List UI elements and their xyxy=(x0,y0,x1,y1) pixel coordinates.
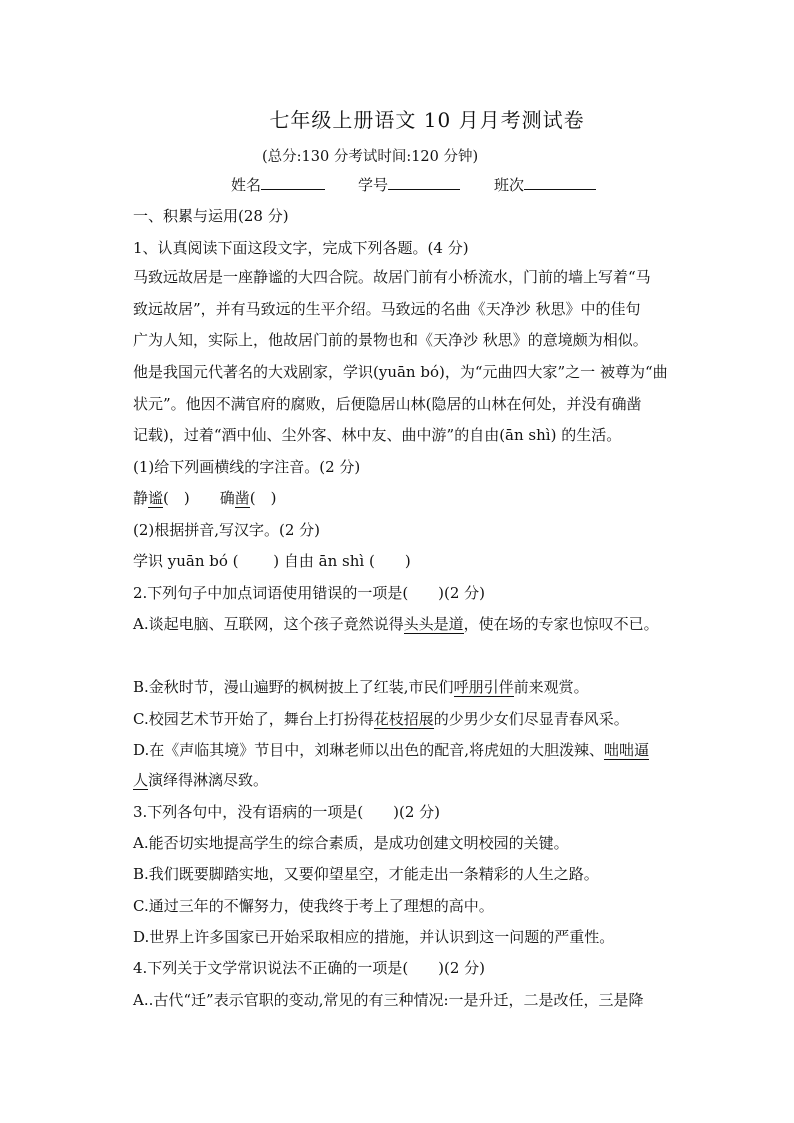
q3-option-b: B.我们既要脚踏实地，又要仰望星空，才能走出一条精彩的人生之路。 xyxy=(133,865,599,883)
option-text: ，使在场的专家也惊叹不已。 xyxy=(463,615,659,633)
q3-stem: 3.下列各句中，没有语病的一项是( )(2 分) xyxy=(133,803,441,821)
passage-line: 马致远故居是一座静谧的大四合院。故居门前有小桥流水，门前的墙上写着“马 xyxy=(133,268,651,286)
q1-sub2-items: 学识 yuān bó ( ) 自由 ān shì ( ) xyxy=(133,552,411,570)
underlined-phrase: 花枝招展 xyxy=(373,710,434,728)
q2-option-a xyxy=(133,614,693,634)
option-text: 前来观赏。 xyxy=(513,678,589,696)
option-text: C.校园艺术节开始了，舞台上打扮得 xyxy=(133,710,374,728)
q3-option-a: A.能否切实地提高学生的综合素质，是成功创建文明校园的关键。 xyxy=(133,834,569,852)
q2-option-b xyxy=(133,677,693,697)
class-blank xyxy=(524,174,596,190)
id-field xyxy=(358,174,460,195)
q2-option-d xyxy=(133,740,693,760)
q2-option-d-cont xyxy=(133,770,693,790)
passage-line: 记载)，过着“酒中仙、尘外客、林中友、曲中游”的自由(ān shì) 的生活。 xyxy=(133,426,622,444)
q1-sub1-items xyxy=(133,488,693,508)
passage-line: 致远故居”，并有马致远的生平介绍。马致远的名曲《天净沙 秋思》中的佳句 xyxy=(133,300,641,318)
option-text: 演绎得淋漓尽致。 xyxy=(148,771,269,789)
answer-blank: ( ) xyxy=(249,489,277,507)
q1-sub2: (2)根据拼音,写汉字。(2 分) xyxy=(133,521,321,539)
option-text: 的少男少女们尽显青春风采。 xyxy=(433,710,629,728)
id-label: 学号 xyxy=(358,176,389,194)
q1-sub1: (1)给下列画横线的字注音。(2 分) xyxy=(133,458,361,476)
q4-stem: 4.下列关于文学常识说法不正确的一项是( )(2 分) xyxy=(133,959,486,977)
passage-line: 他是我国元代著名的大戏剧家，学识(yuān bó)，为“元曲四大家”之一 被尊为“曲 xyxy=(133,363,668,381)
name-label: 姓名 xyxy=(231,176,262,194)
q4-option-a: A..古代“迁”表示官职的变动,常见的有三种情况:一是升迁，二是改任，三是降 xyxy=(133,991,644,1009)
option-text: D.在《声临其境》节目中，刘琳老师以出色的配音,将虎妞的大胆泼辣、 xyxy=(133,741,605,759)
q2-option-c xyxy=(133,709,693,729)
class-field xyxy=(494,174,596,195)
name-field xyxy=(231,174,325,195)
id-blank xyxy=(388,174,460,190)
page-title: 七年级上册语文 10 月月考测试卷 xyxy=(269,108,585,132)
name-blank xyxy=(261,174,325,190)
q3-option-d: D.世界上许多国家已开始采取相应的措施，并认识到这一问题的严重性。 xyxy=(133,928,615,946)
underlined-char: 谧 xyxy=(148,489,164,507)
word-text: 静 xyxy=(133,489,149,507)
option-text: A.谈起电脑、互联网，这个孩子竟然说得 xyxy=(133,615,404,633)
answer-blank: ( ) xyxy=(163,489,190,507)
option-text: B.金秋时节，漫山遍野的枫树披上了红装,市民们 xyxy=(133,678,454,696)
underlined-phrase: 头头是道 xyxy=(403,615,464,633)
underlined-phrase: 咄咄逼 xyxy=(604,741,650,759)
exam-subtitle: (总分:130 分考试时间:120 分钟) xyxy=(262,149,479,165)
passage-line: 广为人知，实际上，他故居门前的景物也和《天净沙 秋思》的意境颇为相似。 xyxy=(133,331,648,349)
underlined-phrase: 呼朋引伴 xyxy=(453,678,514,696)
word-text: 确 xyxy=(219,489,235,507)
underlined-char: 凿 xyxy=(234,489,250,507)
underlined-phrase: 人 xyxy=(133,771,149,789)
class-label: 班次 xyxy=(494,176,525,194)
q3-option-c: C.通过三年的不懈努力，使我终于考上了理想的高中。 xyxy=(133,897,494,915)
passage-line: 状元”。他因不满官府的腐败，后便隐居山林(隐居的山林在何处，并没有确凿 xyxy=(133,395,642,413)
q2-stem: 2.下列句子中加点词语使用错误的一项是( )(2 分) xyxy=(133,584,486,602)
q1-stem: 1、认真阅读下面这段文字，完成下列各题。(4 分) xyxy=(133,239,469,257)
section-heading: 一、积累与运用(28 分) xyxy=(133,207,289,225)
